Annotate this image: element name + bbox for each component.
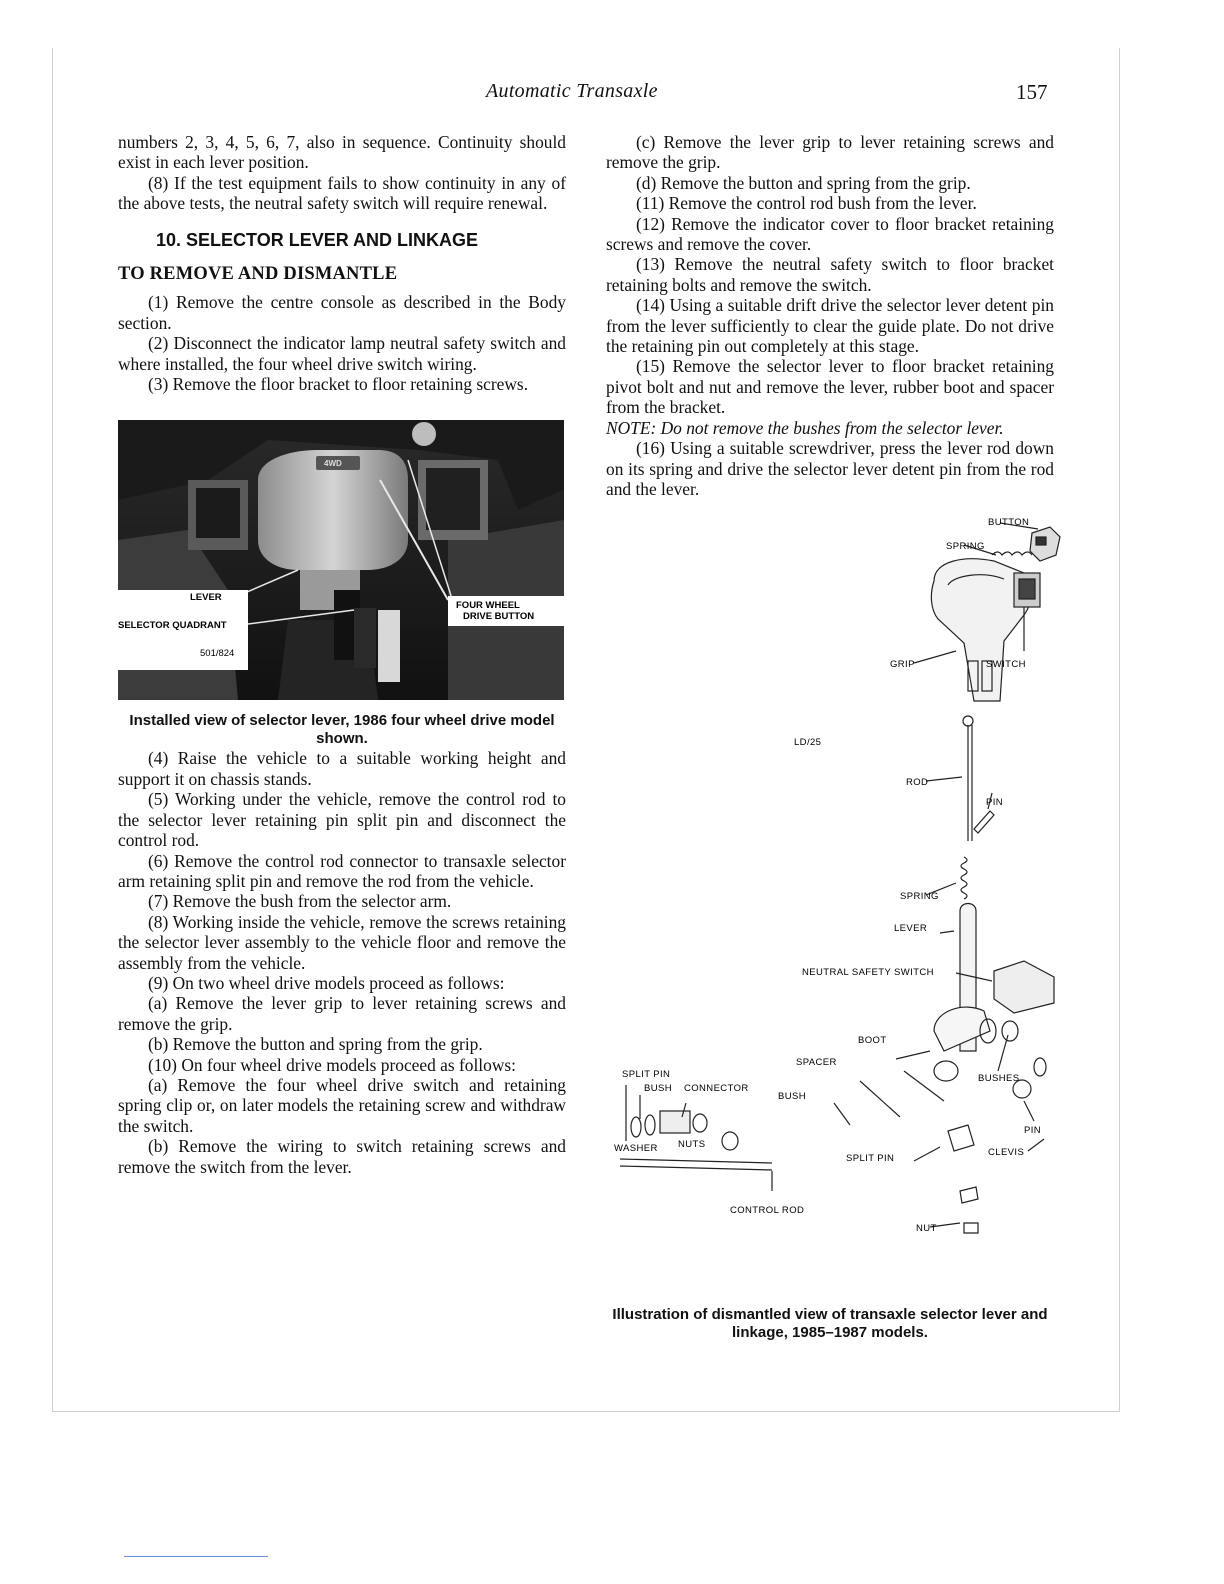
step-1: (1) Remove the centre console as described in the Body section. [118,292,566,333]
step-9b: (b) Remove the button and spring from the grip. [148,1034,483,1055]
diagram-label-ref: LD/25 [794,737,822,749]
step-12: (12) Remove the indicator cover to floor bracket retaining screws and remove the cover. [606,213,1054,255]
step-10a: (a) Remove the four wheel drive switch and retaining spring clip or, on later models the retaining screw and withdraw the switch. [118,1074,566,1136]
step-5: (5) Working under the vehicle, remove the control rod to the selector lever retaining pin split pin and disconnect the control rod. [118,789,566,851]
diagram-label-pin-right: PIN [1024,1125,1042,1137]
diagram-label-spacer: SPACER [796,1057,837,1069]
diagram-label-nuts: NUTS [678,1139,706,1151]
step-9: (9) On two wheel drive models proceed as follows: [148,972,505,993]
step-16: (16) Using a suitable screwdriver, press the lever rod down on its spring and drive the selector lever detent pin from the rod and the lever. [606,438,1054,499]
step-7: (7) Remove the bush from the selector arm. [148,891,452,912]
diagram-label-pin-top: PIN [986,797,1004,809]
diagram-label-grip: GRIP [890,659,915,671]
diagram-label-bush-left: BUSH [644,1083,672,1095]
step-2: (2) Disconnect the indicator lamp neutral safety switch and where installed, the four wheel drive switch wiring. [118,333,566,374]
step-14: (14) Using a suitable drift drive the selector lever detent pin from the lever sufficiently to clear the guide plate. Do not drive the retaining pin out completely at this stage. [606,295,1054,357]
page-number: 157 [1016,80,1048,104]
diagram-label-washer: WASHER [614,1143,658,1155]
diagram-label-nut: NUT [916,1223,937,1235]
diagram-label-spring-top: SPRING [946,541,985,553]
sub-heading: TO REMOVE AND DISMANTLE [118,264,398,285]
diagram-label-spring-mid: SPRING [900,891,939,903]
diagram-label-bushes: BUSHES [978,1073,1020,1085]
left-column [118,132,566,1177]
photo-label-ref: 501/824 [200,648,235,660]
photo-label-selector-quadrant: SELECTOR QUADRANT [118,620,227,632]
photo-grip-badge: 4WD [324,459,342,469]
step-10: (10) On four wheel drive models proceed as follows: [148,1054,516,1075]
step-3: (3) Remove the floor bracket to floor retaining screws. [148,374,529,395]
diagram-label-switch: SWITCH [986,659,1026,671]
diagram-label-button: BUTTON [988,517,1030,529]
step-c: (c) Remove the lever grip to lever retaining screws and remove the grip. [606,132,1054,173]
diagram-caption: Illustration of dismantled view of transaxle selector lever and linkage, 1985–1987 models. [612,1306,1048,1341]
running-title: Automatic Transaxle [486,80,658,102]
diagram-label-lever: LEVER [894,923,928,935]
selector-lever-photo [118,420,564,700]
diagram-label-boot: BOOT [858,1035,887,1047]
step-10b: (b) Remove the wiring to switch retaining screws and remove the switch from the lever. [118,1136,566,1177]
step-8: (8) Working inside the vehicle, remove the screws retaining the selector lever assembly to the vehicle floor and remove the assembly from the vehicle. [118,911,566,973]
diagram-label-control-rod: CONTROL ROD [730,1205,805,1217]
step-11: (11) Remove the control rod bush from the lever. [636,193,977,214]
photo-label-four-wheel-2: DRIVE BUTTON [463,611,535,623]
step-4: (4) Raise the vehicle to a suitable working height and support it on chassis stands. [118,748,566,789]
bottom-rule [124,1556,268,1557]
photo-caption: Installed view of selector lever, 1986 four wheel drive model shown. [129,712,555,748]
step-15: (15) Remove the selector lever to floor bracket retaining pivot bolt and nut and remove the lever, rubber boot and spacer from the bracket. [606,356,1054,418]
note: NOTE: Do not remove the bushes from the selector lever. [606,417,1004,438]
step-13: (13) Remove the neutral safety switch to floor bracket retaining bolts and remove the switch. [606,254,1054,295]
diagram-label-clevis: CLEVIS [988,1147,1025,1159]
photo-label-lever: LEVER [190,592,222,604]
diagram-label-split-pin-right: SPLIT PIN [846,1153,895,1165]
photo-label-four-wheel-1: FOUR WHEEL [456,600,520,612]
section-heading: 10. SELECTOR LEVER AND LINKAGE [156,229,479,250]
exploded-diagram-drawing [604,511,1064,1251]
paragraph-step-8-test: (8) If the test equipment fails to show continuity in any of the above tests, the neutral safety switch will require renewal. [118,172,566,214]
step-d: (d) Remove the button and spring from the grip. [636,172,971,193]
exploded-diagram [604,511,1064,1251]
paragraph-continuity: numbers 2, 3, 4, 5, 6, 7, also in sequence. Continuity should exist in each lever position. [118,132,566,173]
step-6: (6) Remove the control rod connector to transaxle selector arm retaining split pin and remove the rod from the vehicle. [118,850,566,891]
diagram-label-rod: ROD [906,777,929,789]
diagram-label-bush-mid: BUSH [778,1091,806,1103]
diagram-label-split-pin-left: SPLIT PIN [622,1069,671,1081]
diagram-label-connector: CONNECTOR [684,1083,749,1095]
step-9a: (a) Remove the lever grip to lever retaining screws and remove the grip. [118,993,566,1034]
right-column [606,132,1054,1251]
diagram-label-neutral-switch: NEUTRAL SAFETY SWITCH [802,967,934,979]
